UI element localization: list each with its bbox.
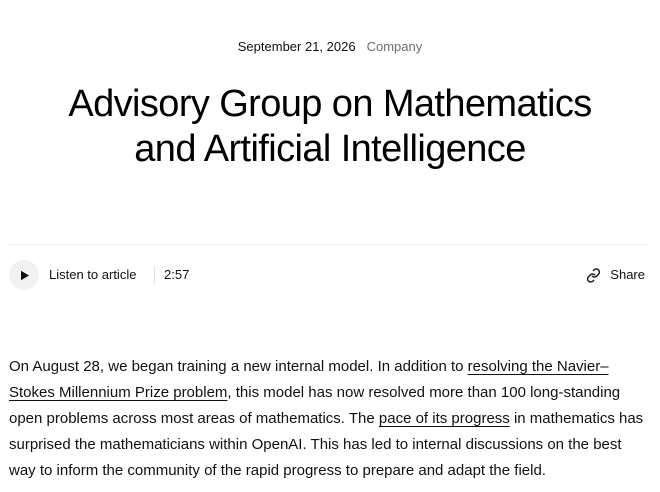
article-paragraph: [9, 354, 650, 484]
category-label[interactable]: Company: [366, 39, 423, 54]
navier-stokes-link[interactable]: resolving the Navier–Stokes Millennium Prize problem: [9, 358, 609, 401]
publish-date: September 21, 2026: [237, 39, 356, 54]
page-title-line-1: Advisory Group on Mathematics: [68, 83, 592, 125]
audio-player: [9, 259, 647, 291]
article-text-3: in mathematics has surprised the mathematicians within OpenAI. This has led to internal discussions on the best way to inform the community of the rapid progress to prepare and adapt the field.: [9, 410, 644, 479]
divider: [9, 244, 647, 245]
audio-divider: [154, 266, 155, 284]
play-icon: [20, 270, 30, 281]
play-button[interactable]: [9, 260, 39, 290]
article-text-1: On August 28, we began training a new internal model. In addition to: [9, 358, 468, 375]
article-meta: [0, 38, 660, 56]
link-icon: [586, 268, 601, 283]
pace-of-progress-link[interactable]: pace of its progress: [378, 410, 510, 427]
share-button[interactable]: [586, 265, 645, 285]
page-title-line-2: and Artificial Intelligence: [134, 128, 526, 170]
page-title: [0, 82, 660, 172]
share-label: Share: [610, 267, 645, 282]
article-text-2: , this model has now resolved more than 100 long-standing open problems across most areas of mathematics. The: [9, 384, 621, 427]
listen-to-article-button[interactable]: Listen to article: [49, 267, 137, 282]
audio-duration: 2:57: [164, 267, 190, 282]
